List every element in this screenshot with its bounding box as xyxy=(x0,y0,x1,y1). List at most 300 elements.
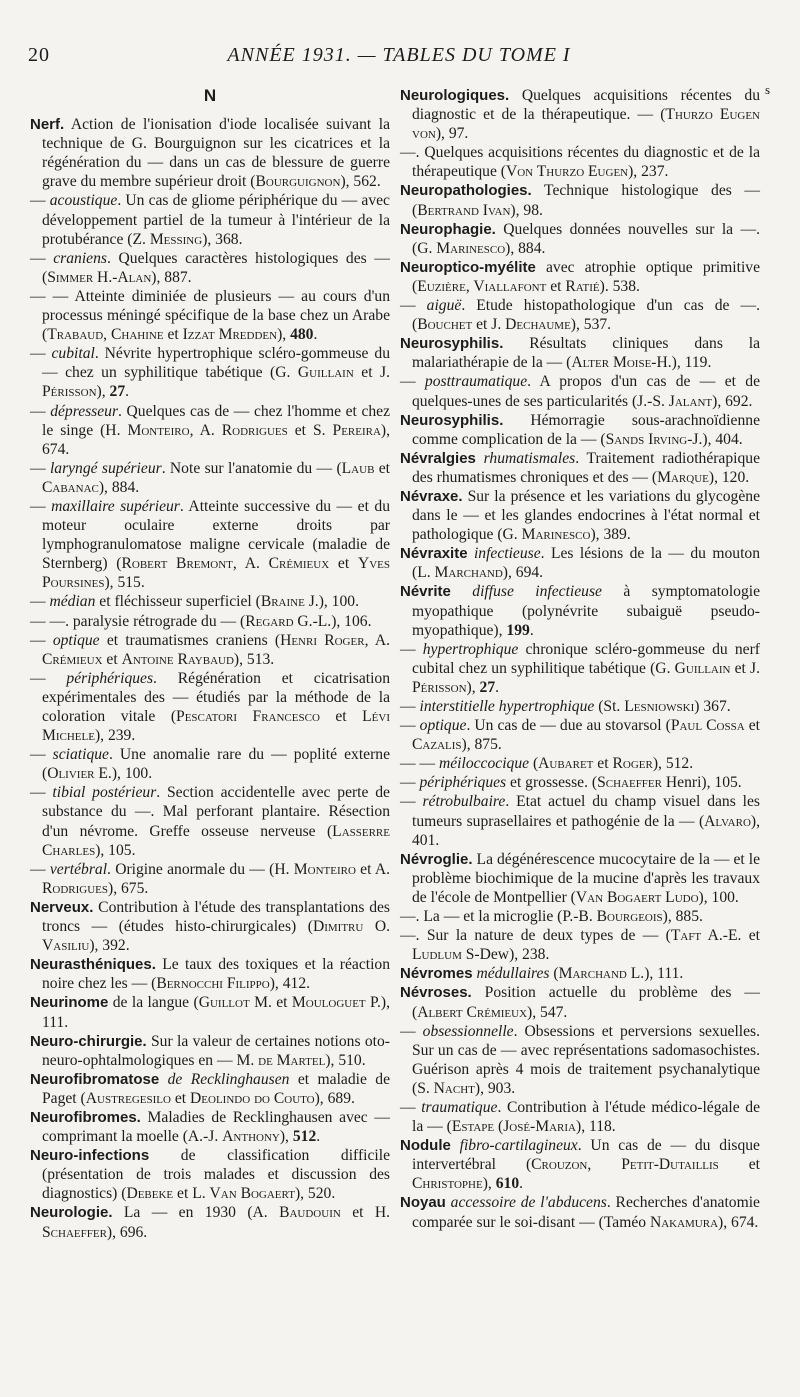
index-entry xyxy=(400,792,760,849)
entry-text: ( xyxy=(549,965,559,983)
entry-text: Estape xyxy=(451,1118,495,1136)
entry-text: traumatique xyxy=(421,1098,498,1116)
index-entry xyxy=(400,716,760,754)
entry-text: 610 xyxy=(495,1175,520,1193)
entry-text: Sur la valeur de certaines notions oto-neuro-ophtalmologiques en — M. xyxy=(42,1032,390,1069)
entry-text: Marchand xyxy=(434,564,503,582)
index-entry xyxy=(400,86,760,143)
entry-text: de Recklinghausen xyxy=(167,1070,290,1088)
entry-text: 27 xyxy=(479,678,496,696)
entry-text: ), 694. xyxy=(502,564,544,582)
entry-text: Van Bogaert xyxy=(209,1185,295,1203)
entry-text: . Contribution à l'étude médico-légale de la — ( xyxy=(412,1098,760,1136)
index-entry xyxy=(30,745,390,783)
entry-text: . Un cas de — due au stovarsol ( xyxy=(466,717,671,735)
entry-text: ), xyxy=(466,678,480,696)
entry-text: 480 xyxy=(290,326,314,344)
entry-text: et xyxy=(102,650,122,668)
entry-text xyxy=(476,450,484,467)
entry-text: obsessionnelle xyxy=(422,1022,514,1040)
entry-text: . xyxy=(313,326,318,344)
entry-text: Aubaret xyxy=(538,755,594,773)
entry-text: ), 404. xyxy=(702,430,743,448)
entry-headword: Neurologiques. xyxy=(400,87,510,104)
entry-text: . Les lésions de la — du mouton (L. xyxy=(412,545,760,582)
entry-text: Antoine Raybaud xyxy=(121,650,234,668)
entry-text: . A propos d'un cas de — et de quelques-unes de ses particularités (J.-S. xyxy=(412,373,760,410)
entry-headword: Neurosyphilis. xyxy=(400,335,504,353)
entry-text: Anthony xyxy=(222,1128,280,1146)
entry-text: ), xyxy=(96,383,110,401)
entry-text: à symptomatologie myopathique (polynévrite subaiguë pseudo-myopathique), xyxy=(412,583,761,639)
entry-text: ), 884. xyxy=(98,478,140,496)
entry-text: et J. xyxy=(472,316,506,334)
index-entry xyxy=(400,1136,760,1193)
entry-headword: Névroses. xyxy=(400,984,472,1002)
page-header xyxy=(28,44,770,74)
index-entry xyxy=(400,143,760,181)
entry-text: Ratié xyxy=(565,277,600,295)
entry-text: Taft xyxy=(670,927,702,945)
index-entry xyxy=(400,544,760,582)
entry-text: ), 237. xyxy=(628,163,669,181)
entry-text: optique xyxy=(419,717,467,735)
index-entry xyxy=(400,926,760,964)
index-entry xyxy=(30,1070,390,1108)
entry-text: et grossesse. ( xyxy=(506,774,598,792)
entry-text: hypertrophique xyxy=(422,640,519,658)
index-entry xyxy=(400,220,760,258)
entry-text: rhumatismales xyxy=(483,449,576,467)
entry-text: Roger xyxy=(612,755,653,773)
index-entry xyxy=(30,249,390,287)
entry-text: M. et xyxy=(249,994,292,1012)
entry-text: Dimitru xyxy=(312,918,364,936)
entry-text: — xyxy=(30,784,53,802)
index-entry xyxy=(400,296,760,334)
entry-text: — xyxy=(400,297,427,315)
entry-text: Crémieux xyxy=(268,555,330,573)
index-entry xyxy=(400,334,760,372)
entry-text: et fléchisseur superficiel ( xyxy=(95,593,261,611)
entry-text: Debeke xyxy=(126,1185,174,1203)
entry-text: ), 903. xyxy=(474,1079,516,1097)
entry-text: ), 884. xyxy=(505,239,546,257)
entry-text: Rodrigues xyxy=(42,879,109,897)
entry-text: — xyxy=(400,1098,422,1116)
entry-headword: Neuropathologies. xyxy=(400,182,532,200)
entry-text: infectieuse xyxy=(473,545,541,563)
entry-text: — xyxy=(30,497,52,515)
entry-text: interstitielle hypertrophique xyxy=(419,698,595,715)
entry-text: accessoire de l'abducens xyxy=(450,1194,607,1212)
entry-text: Quelques données nouvelles sur la —. (G. xyxy=(412,220,760,257)
entry-text: et xyxy=(374,459,390,477)
entry-text: Hémorragie sous-arachnoïdienne comme complication de la — ( xyxy=(412,411,760,448)
entry-text: ), 98. xyxy=(510,201,543,219)
entry-text: ). 538. xyxy=(599,277,640,295)
entry-text: . xyxy=(125,383,130,401)
entry-text: diffuse infectieuse xyxy=(472,583,602,601)
entry-text: et xyxy=(718,1156,761,1174)
left-entries xyxy=(30,115,390,1242)
entry-headword: Neurosyphilis. xyxy=(400,411,504,429)
entry-text: Henri Roger xyxy=(280,631,365,649)
index-entry xyxy=(30,860,390,898)
entry-text: J.), 100. xyxy=(304,593,359,611)
entry-text: Bourguignon xyxy=(255,173,341,191)
entry-headword: Névroglie. xyxy=(400,850,473,868)
index-entry xyxy=(400,697,760,716)
entry-text: dépresseur xyxy=(50,402,119,420)
entry-text: Dechaume xyxy=(505,316,571,334)
entry-text: . Une anomalie rare du — poplité externe ( xyxy=(42,746,390,783)
entry-text: rétrobulbaire xyxy=(422,793,506,811)
entry-text: . xyxy=(529,621,534,639)
index-entry xyxy=(30,1108,390,1146)
entry-text: ), 120. xyxy=(708,468,750,486)
entry-text: Alvaro xyxy=(704,812,751,830)
entry-text: — xyxy=(30,249,54,267)
entry-text: Nacht xyxy=(433,1079,475,1097)
entry-text: ), 239. xyxy=(94,727,136,745)
entry-text: Yves Poursines xyxy=(42,555,390,592)
entry-text: ), 520. xyxy=(294,1185,336,1203)
entry-text: Ludlum xyxy=(412,946,462,964)
entry-text: José-Maria xyxy=(503,1118,576,1136)
entry-headword: Neuro-infections xyxy=(30,1147,150,1165)
index-entry xyxy=(400,1022,760,1098)
entry-headword: Névralgies xyxy=(400,449,476,467)
entry-text: . xyxy=(519,1175,524,1193)
entry-text: Pescatori Francesco xyxy=(176,708,320,725)
entry-text: 199 xyxy=(506,621,530,639)
entry-text: Pereira xyxy=(332,421,381,439)
entry-text: La — en 1930 (A. xyxy=(112,1204,280,1222)
entry-text: Cazalis xyxy=(412,736,462,754)
entry-text: Lesniowski xyxy=(624,698,695,715)
entry-text: méiloccocique xyxy=(438,755,530,773)
entry-text: craniens xyxy=(53,249,107,267)
entry-text: Le taux des toxiques et la réaction noire chez les — ( xyxy=(42,956,390,993)
entry-text: ), 537. xyxy=(570,316,612,334)
entry-text: . Quelques caractères histologiques des — ( xyxy=(42,249,390,286)
index-entry xyxy=(400,754,760,773)
index-entry xyxy=(400,258,760,296)
entry-text: Laub xyxy=(341,459,375,477)
entry-text: ), 100. xyxy=(698,888,739,906)
index-entry xyxy=(400,983,760,1021)
entry-text: Guillain xyxy=(674,659,731,677)
entry-text: ), xyxy=(482,1175,496,1193)
entry-text: et J. xyxy=(730,659,760,677)
entry-text: aiguë xyxy=(426,297,462,315)
entry-headword: Neurophagie. xyxy=(400,220,496,238)
entry-text: — xyxy=(30,860,50,878)
entry-text: — xyxy=(30,669,67,687)
entry-headword: Neurofibromatose xyxy=(30,1070,160,1088)
entry-text: — xyxy=(400,373,425,391)
entry-headword: Névrite xyxy=(400,583,451,601)
entry-text: et xyxy=(744,717,760,735)
entry-text: . Origine anormale du — (H. xyxy=(107,860,294,878)
entry-text: Euzière, Viallafont xyxy=(417,277,547,295)
index-entry xyxy=(30,955,390,993)
entry-text: Jalant xyxy=(668,392,713,410)
entry-text: acoustique xyxy=(49,192,118,210)
index-entry xyxy=(400,640,760,697)
entry-text: G.-L.), 106. xyxy=(293,612,372,630)
entry-text: . Un cas de — du disque intervertébral ( xyxy=(412,1137,760,1174)
entry-text: — xyxy=(30,593,50,611)
entry-text: ), 696. xyxy=(106,1223,148,1241)
entry-headword: Névraxite xyxy=(400,545,468,563)
entry-text: ) 367. xyxy=(694,698,731,715)
entry-text xyxy=(451,583,472,600)
entry-text: ), 119. xyxy=(671,354,712,372)
entry-text: ), 105. xyxy=(95,841,136,859)
entry-text: ( xyxy=(529,755,539,773)
entry-text: ), 887. xyxy=(151,268,192,286)
index-entry xyxy=(30,459,390,497)
entry-text: . Etat actuel du champ visuel dans les tumeurs suprasellaires et pathogénie de la — ( xyxy=(412,793,760,830)
entry-text: O. xyxy=(363,918,391,936)
entry-text: ), 510. xyxy=(325,1051,366,1069)
entry-text: ), 412. xyxy=(269,975,311,993)
entry-text: . Un cas de gliome périphérique du — avec développement partiel de la tumeur à l'intérieur de la protubérance (Z. xyxy=(42,192,390,248)
entry-text: (St. xyxy=(594,698,625,715)
index-entry xyxy=(30,592,390,611)
entry-text: maxillaire supérieur xyxy=(51,497,180,515)
entry-text: Crouzon, Petit-Dutaillis xyxy=(531,1156,719,1174)
entry-headword: Neurinome xyxy=(30,994,109,1012)
index-entry xyxy=(30,669,390,745)
entry-text: P.), 111. xyxy=(42,994,390,1031)
entry-text: et H. xyxy=(340,1204,390,1222)
entry-text: ), xyxy=(279,1128,293,1146)
entry-text: Guillot xyxy=(198,994,250,1012)
entry-text: , A. xyxy=(232,555,269,573)
entry-text: Monteiro xyxy=(293,860,356,878)
entry-text: . xyxy=(495,678,500,696)
entry-text: Sands Irving-J. xyxy=(605,430,703,448)
entry-text: . Etude histopathologique d'un cas de —. ( xyxy=(412,297,760,334)
entry-text: et xyxy=(329,555,358,573)
entry-text: et L. xyxy=(173,1185,210,1203)
entry-text: ), 689. xyxy=(314,1089,355,1107)
entry-text: ), 512. xyxy=(652,755,694,773)
index-entry xyxy=(400,964,760,983)
entry-text: Bourgeois xyxy=(596,908,663,926)
entry-text: sciatique xyxy=(52,746,109,764)
entry-headword: Nerveux. xyxy=(30,898,94,916)
entry-text: ( xyxy=(494,1118,504,1136)
entry-text: L.), 111. xyxy=(626,965,684,983)
entry-text: . Recherches d'anatomie comparée sur le soi-disant — (Taméo xyxy=(412,1194,760,1231)
entry-text: — xyxy=(400,1022,423,1040)
entry-headword: Nerf. xyxy=(30,116,65,134)
entry-text: de la langue ( xyxy=(108,994,199,1012)
entry-text: et xyxy=(546,277,566,295)
entry-text: ), 875. xyxy=(461,736,502,754)
entry-text: Périsson xyxy=(412,678,467,696)
entry-text: Action de l'ionisation d'iode localisée suivant la technique de G. Bourguignon sur les cicatrices et la régénération du — dans un cas de blessure de guerre grave du membre supérieur droit ( xyxy=(42,116,390,191)
index-entry xyxy=(400,773,760,792)
index-entry xyxy=(400,1098,760,1136)
entry-text: Marinesco xyxy=(521,526,591,544)
index-entry xyxy=(30,344,390,401)
entry-text: . Névrite hypertrophique scléro-gommeuse du — chez un syphilitique tabétique (G. xyxy=(42,345,390,382)
entry-text: et xyxy=(170,1089,191,1107)
entry-text: ), 675. xyxy=(108,879,149,897)
index-entry xyxy=(400,582,760,639)
index-entry xyxy=(30,115,390,191)
entry-text: Robert Bremont xyxy=(121,555,233,573)
entry-text: posttraumatique xyxy=(424,373,528,391)
entry-text: — — xyxy=(400,755,439,773)
entry-text: — xyxy=(30,402,51,420)
entry-text: — xyxy=(400,698,420,715)
entry-text: Baudouin xyxy=(279,1204,341,1222)
entry-text: — xyxy=(30,192,50,210)
entry-text: ), 674. xyxy=(42,421,391,458)
entry-text: Bouchet xyxy=(417,316,473,334)
entry-text: et xyxy=(163,326,183,344)
entry-text: — xyxy=(400,717,420,735)
entry-text: de Martel xyxy=(258,1051,326,1069)
entry-text: A.-E. et xyxy=(701,927,760,945)
entry-text: , A. xyxy=(364,631,390,649)
entry-text: ), 674. xyxy=(718,1213,759,1231)
index-entry xyxy=(400,907,760,926)
entry-text: . Quelques cas de — chez l'homme et chez le singe (H. xyxy=(42,402,390,439)
entry-text: ), 562. xyxy=(340,173,381,191)
index-entry xyxy=(30,287,390,344)
index-entry xyxy=(30,612,390,631)
entry-text: Izzat Mredden xyxy=(182,326,278,344)
entry-text: ), 118. xyxy=(576,1118,616,1136)
entry-text: et maladie de Paget ( xyxy=(42,1070,390,1107)
entry-text: Christophe xyxy=(412,1175,483,1193)
entry-text: périphériques xyxy=(419,774,507,792)
entry-text: Albert Crémieux xyxy=(417,1003,528,1021)
entry-text: Rodrigues xyxy=(221,421,288,439)
entry-text: —. La — et la microglie (P.-B. xyxy=(400,908,597,926)
entry-text: Thurzo Eugen von xyxy=(412,106,761,143)
right-column xyxy=(400,86,760,1232)
entry-text: —. Sur la nature de deux types de — ( xyxy=(400,927,671,945)
entry-text: cubital xyxy=(51,345,95,363)
entry-headword: Neuro-chirurgie. xyxy=(30,1032,147,1050)
entry-text: Technique histologique des — ( xyxy=(412,182,760,219)
entry-text: fibro-cartilagineux xyxy=(459,1137,578,1155)
entry-text: Lasserre Charles xyxy=(42,822,390,859)
index-entry xyxy=(30,497,390,592)
entry-text: tibial postérieur xyxy=(52,784,157,802)
entry-text: Guillain xyxy=(297,364,354,382)
entry-text: ), 368. xyxy=(202,230,243,248)
entry-text: . Atteinte successive du — et du moteur oculaire externe droits par lymphogranulomatose maligne cervicale (maladie de Sternberg) ( xyxy=(42,497,390,573)
entry-text: — xyxy=(30,459,50,477)
running-title: ANNÉE 1931. — TABLES DU TOME I xyxy=(227,44,571,66)
index-entry xyxy=(30,783,390,859)
entry-text: — xyxy=(30,631,53,649)
entry-headword: Neurasthéniques. xyxy=(30,956,156,974)
entry-headword: Névraxe. xyxy=(400,487,463,505)
entry-text: Crémieux xyxy=(42,650,103,668)
entry-text: vertébral xyxy=(49,860,108,878)
index-entry xyxy=(30,1203,390,1241)
entry-text: Van Bogaert Ludo xyxy=(575,888,699,906)
index-entry xyxy=(30,191,390,248)
entry-text xyxy=(451,1137,460,1154)
entry-text: Maladies de Recklinghausen avec — comprimant la moelle (A.-J. xyxy=(42,1108,390,1146)
entry-text: Henri), 105. xyxy=(662,774,742,792)
entry-text: . Régénération et cicatrisation expérimentales des — étudiés par la méthode de la coloration vitale ( xyxy=(42,669,390,725)
entry-text: . xyxy=(316,1128,321,1146)
entry-text: et xyxy=(593,755,613,773)
entry-text: . Section accidentelle avec perte de substance du —. Mal perforant plantaire. Résection d'un névrome. Greffe osseuse nerveuse ( xyxy=(42,784,390,840)
entry-text: Austregesilo xyxy=(85,1089,171,1107)
entry-text: , A. xyxy=(189,421,222,439)
entry-text: ), 97. xyxy=(435,125,469,143)
entry-text: avec atrophie optique primitive ( xyxy=(412,258,760,295)
entry-text: Nakamura xyxy=(649,1213,719,1231)
entry-text: Paul Cossa xyxy=(670,717,745,735)
index-entry xyxy=(30,1146,390,1203)
entry-text: — —. paralysie rétrograde du — ( xyxy=(30,612,246,630)
entry-text: —. Quelques acquisitions récentes du diagnostic et de la thérapeutique ( xyxy=(400,144,760,181)
entry-text: ), 885. xyxy=(662,908,703,926)
entry-text: — xyxy=(400,640,423,658)
index-entry xyxy=(400,850,760,907)
entry-text: Cabanac xyxy=(42,478,99,496)
entry-text: Marque xyxy=(657,468,709,486)
entry-text: 512 xyxy=(292,1128,317,1146)
entry-text: Vasiliu xyxy=(42,937,90,955)
entry-text: Résultats cliniques dans la malariathérapie de la — ( xyxy=(412,335,760,372)
entry-text: médian xyxy=(49,593,96,611)
entry-text: — — Atteinte diminiée de plusieurs — au cours d'un processus méningé spécifique de la base chez un Arabe ( xyxy=(30,287,390,344)
entry-text: — xyxy=(400,793,423,811)
entry-text: ), 692. xyxy=(712,392,753,410)
entry-text: ), xyxy=(277,326,291,344)
entry-text: 27 xyxy=(109,383,126,401)
index-entry xyxy=(400,411,760,449)
entry-headword: Neurofibromes. xyxy=(30,1108,141,1126)
entry-text: Mouloguet xyxy=(291,994,366,1012)
entry-headword: Neurologie. xyxy=(30,1204,113,1222)
entry-text: Position actuelle du problème des — ( xyxy=(412,984,760,1021)
entry-text: Quelques acquisitions récentes du diagnostic et de la thérapeutique. — ( xyxy=(412,87,760,124)
entry-text: . Traitement radiothérapique des rhumatismes chroniques et des — ( xyxy=(412,449,760,486)
entry-text: et traumatismes craniens ( xyxy=(99,631,281,649)
entry-text: ), 392. xyxy=(89,937,130,955)
index-entry xyxy=(400,181,760,219)
entry-text: et S. xyxy=(287,421,333,439)
entry-text: Bertrand Ivan xyxy=(417,201,511,219)
index-entry xyxy=(30,993,390,1031)
entry-text: Simmer H.-Alan xyxy=(47,268,152,286)
entry-text: Monteiro xyxy=(127,421,190,439)
entry-text: La dégénérescence mucocytaire de la — et le problème biochimique de la mucine d'après les travaux de l'école de Montpellier ( xyxy=(412,850,760,906)
entry-text: — xyxy=(400,774,420,792)
index-entry xyxy=(400,487,760,544)
entry-text: S-Dew), 238. xyxy=(461,946,550,964)
section-letter: N xyxy=(203,86,217,105)
entry-text: — xyxy=(30,746,53,764)
right-entries xyxy=(400,86,760,1232)
